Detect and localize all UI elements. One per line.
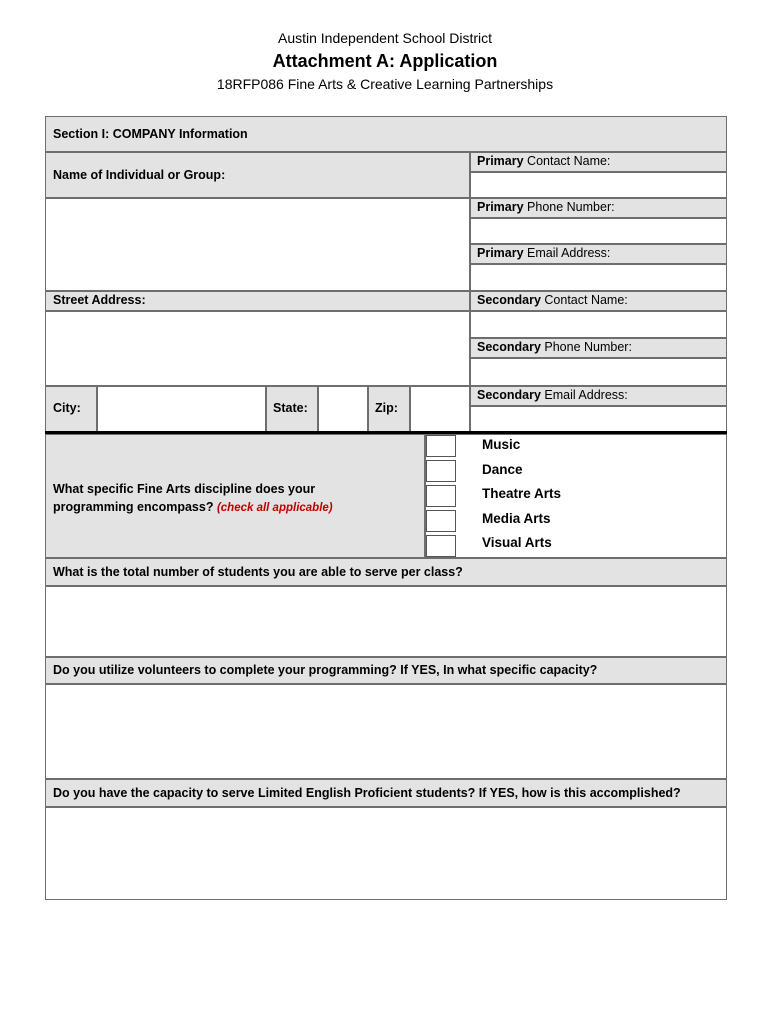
volunteers-question: Do you utilize volunteers to complete your programming? If YES, In what specific capacity? <box>53 663 598 677</box>
dance-checkbox[interactable] <box>426 460 456 482</box>
state-label-cell <box>266 386 318 432</box>
discipline-question: What specific Fine Arts discipline does your <box>53 482 316 496</box>
students-question-cell <box>45 558 727 586</box>
secondary-contact-name-label <box>470 291 727 311</box>
primary-contact-name-field[interactable] <box>470 172 727 198</box>
secondary-email-field[interactable] <box>470 406 727 432</box>
students-question: What is the total number of students you are able to serve per class? <box>53 565 463 579</box>
city-label-cell <box>45 386 97 432</box>
section-title: Section I: COMPANY Information <box>53 127 248 141</box>
secondary-contact-name-field[interactable] <box>470 311 727 338</box>
zip-field[interactable] <box>410 386 470 432</box>
students-answer-field[interactable] <box>45 586 727 657</box>
street-address-field[interactable] <box>45 311 470 386</box>
lep-question-cell <box>45 779 727 807</box>
contact-label-bold: Secondary <box>477 340 541 354</box>
option-dance-label: Dance <box>482 462 523 477</box>
zip-label: Zip: <box>375 401 398 415</box>
primary-contact-name-label <box>470 152 727 172</box>
primary-email-field[interactable] <box>470 264 727 291</box>
state-field[interactable] <box>318 386 368 432</box>
contact-label-text: Phone Number: <box>540 340 632 354</box>
discipline-options-cell <box>425 434 727 558</box>
contact-label-text: Contact Name: <box>523 154 611 168</box>
name-label: Name of Individual or Group: <box>53 168 226 182</box>
contact-label-text: Email Address: <box>523 246 611 260</box>
secondary-phone-label <box>470 338 727 358</box>
page-title: Attachment A: Application <box>272 51 498 71</box>
check-all-note: (check all applicable) <box>216 502 333 514</box>
contact-label-bold: Primary <box>477 246 524 260</box>
theatre-arts-checkbox[interactable] <box>426 485 456 507</box>
primary-phone-label <box>470 198 727 218</box>
name-label-cell <box>45 152 470 198</box>
discipline-question-cell <box>45 434 425 558</box>
street-label: Street Address: <box>53 293 146 307</box>
contact-label-text: Phone Number: <box>523 200 615 214</box>
media-arts-checkbox[interactable] <box>426 510 456 532</box>
volunteers-answer-field[interactable] <box>45 684 727 779</box>
city-label: City: <box>53 401 81 415</box>
street-label-cell <box>45 291 470 311</box>
option-theatre-arts-label: Theatre Arts <box>482 486 562 501</box>
name-field[interactable] <box>45 198 470 291</box>
page-subtitle: 18RFP086 Fine Arts & Creative Learning Partnerships <box>216 76 554 92</box>
secondary-phone-field[interactable] <box>470 358 727 386</box>
contact-label-bold: Secondary <box>477 293 541 307</box>
city-field[interactable] <box>97 386 266 432</box>
lep-question: Do you have the capacity to serve Limited English Proficient students? If YES, how is this accomplished? <box>53 786 681 800</box>
zip-label-cell <box>368 386 410 432</box>
contact-label-bold: Primary <box>477 200 524 214</box>
primary-phone-field[interactable] <box>470 218 727 244</box>
lep-answer-field[interactable] <box>45 807 727 900</box>
option-media-arts-label: Media Arts <box>482 511 551 526</box>
discipline-question-cont: programming encompass? <box>53 500 214 514</box>
contact-label-text: Email Address: <box>540 388 628 402</box>
option-music-label: Music <box>482 437 521 452</box>
district-name: Austin Independent School District <box>277 30 492 46</box>
visual-arts-checkbox[interactable] <box>426 535 456 557</box>
secondary-email-label <box>470 386 727 406</box>
section-header <box>45 116 727 152</box>
contact-label-bold: Secondary <box>477 388 541 402</box>
primary-email-label <box>470 244 727 264</box>
contact-label-bold: Primary <box>477 154 524 168</box>
option-visual-arts-label: Visual Arts <box>482 535 552 550</box>
contact-label-text: Contact Name: <box>540 293 628 307</box>
state-label: State: <box>273 401 308 415</box>
music-checkbox[interactable] <box>426 435 456 457</box>
volunteers-question-cell <box>45 657 727 684</box>
